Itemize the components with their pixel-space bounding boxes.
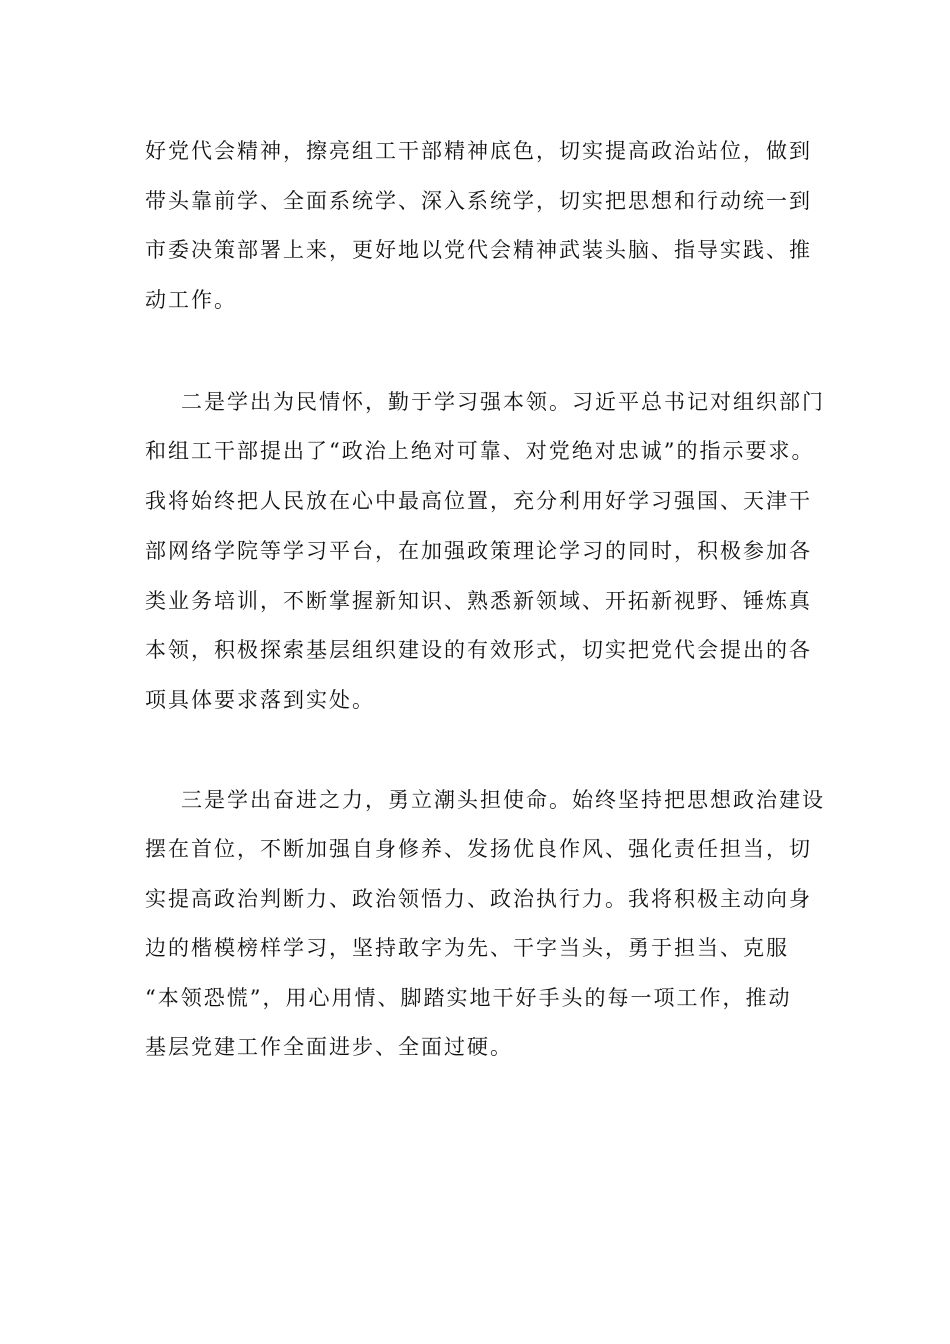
paragraph-2-line-7: 项具体要求落到实处。 [145, 688, 375, 712]
paragraph-1-line-4: 动工作。 [145, 288, 237, 312]
paragraph-1-line-1: 好党代会精神，擦亮组工干部精神底色，切实提高政治站位，做到 [145, 139, 812, 163]
paragraph-2-line-2: 和组工干部提出了“政治上绝对可靠、对党绝对忠诚”的指示要求。 [145, 439, 815, 463]
paragraph-3-line-6: 基层党建工作全面进步、全面过硬。 [145, 1035, 513, 1059]
paragraph-1-line-2: 带头靠前学、全面系统学、深入系统学，切实把思想和行动统一到 [145, 189, 812, 213]
paragraph-3-line-1: 三是学出奋进之力，勇立潮头担使命。始终坚持把思想政治建设 [181, 788, 825, 812]
paragraph-2-line-3: 我将始终把人民放在心中最高位置，充分利用好学习强国、天津干 [145, 489, 812, 513]
paragraph-2-line-4: 部网络学院等学习平台，在加强政策理论学习的同时，积极参加各 [145, 539, 812, 563]
paragraph-2-line-1: 二是学出为民情怀，勤于学习强本领。习近平总书记对组织部门 [181, 390, 825, 414]
paragraph-3-line-4: 边的楷模榜样学习，坚持敢字为先、干字当头，勇于担当、克服 [145, 936, 789, 960]
paragraph-3-line-5: “本领恐慌”，用心用情、脚踏实地干好手头的每一项工作，推动 [145, 986, 792, 1010]
paragraph-2-line-6: 本领，积极探索基层组织建设的有效形式，切实把党代会提出的各 [145, 638, 812, 662]
paragraph-1-line-3: 市委决策部署上来，更好地以党代会精神武装头脑、指导实践、推 [145, 238, 812, 262]
paragraph-3-line-3: 实提高政治判断力、政治领悟力、政治执行力。我将积极主动向身 [145, 887, 812, 911]
paragraph-3-line-2: 摆在首位，不断加强自身修养、发扬优良作风、强化责任担当，切 [145, 837, 812, 861]
paragraph-2-line-5: 类业务培训，不断掌握新知识、熟悉新领域、开拓新视野、锤炼真 [145, 589, 812, 613]
